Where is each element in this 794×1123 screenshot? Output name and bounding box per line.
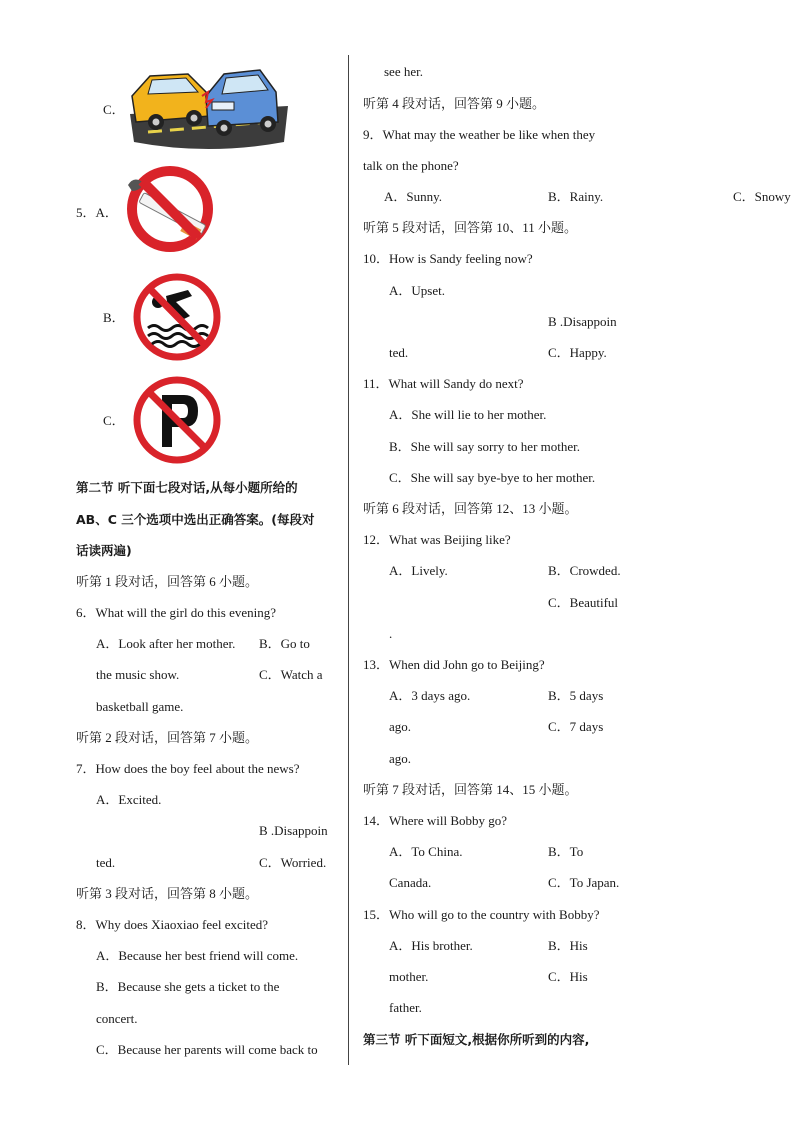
- q11-option-a: A．She will lie to her mother.: [389, 407, 547, 422]
- q8-stem: 8．Why does Xiaoxiao feel excited?: [76, 917, 269, 932]
- dialog7-intro: 听第 7 段对话，回答第 14、15 小题。: [363, 782, 578, 797]
- dialog3-intro: 听第 3 段对话，回答第 8 小题。: [76, 886, 259, 901]
- q8-option-b: B．Because she gets a ticket to the: [96, 979, 280, 994]
- dialog2-intro: 听第 2 段对话，回答第 7 小题。: [76, 730, 259, 745]
- section3-heading: 第三节 听下面短文,根据你所听到的内容,: [363, 1032, 590, 1047]
- q10-stem: 10．How is Sandy feeling now?: [363, 251, 533, 266]
- q13-option-c-cont: ago.: [389, 751, 412, 766]
- q15-stem: 15．Who will go to the country with Bobby?: [363, 907, 600, 922]
- q7-option-a: A．Excited.: [96, 792, 162, 807]
- q15-option-b: B．His: [548, 938, 588, 953]
- q9-stem-cont: talk on the phone?: [363, 158, 459, 173]
- q12-option-b: B．Crowded.: [548, 563, 621, 578]
- q13-option-c: C．7 days: [548, 719, 604, 734]
- q14-option-b-cont: Canada.: [389, 875, 432, 890]
- q7-option-b-cont: ted.: [96, 855, 116, 870]
- q7-stem: 7．How does the boy feel about the news?: [76, 761, 300, 776]
- dialog5-intro: 听第 5 段对话，回答第 10、11 小题。: [363, 220, 578, 235]
- q8-option-c-cont: see her.: [384, 64, 423, 79]
- q15-option-c: C．His: [548, 969, 588, 984]
- q11-stem: 11．What will Sandy do next?: [363, 376, 524, 391]
- dialog1-intro: 听第 1 段对话，回答第 6 小题。: [76, 574, 259, 589]
- q11-option-b: B．She will say sorry to her mother.: [389, 439, 581, 454]
- q6-option-a: A．Look after her mother.: [96, 636, 236, 651]
- q14-option-c: C．To Japan.: [548, 875, 620, 890]
- no-parking-icon: [130, 375, 224, 465]
- q9-stem: 9．What may the weather be like when they: [363, 127, 596, 142]
- q8-option-a: A．Because her best friend will come.: [96, 948, 299, 963]
- q10-option-b-cont: ted.: [389, 345, 409, 360]
- q15-option-c-cont: father.: [389, 1000, 422, 1015]
- q6-option-b: B．Go to: [259, 636, 310, 651]
- q7-option-c: C．Worried.: [259, 855, 327, 870]
- section2-heading-line2: AB、C 三个选项中选出正确答案。(每段对: [76, 512, 315, 527]
- car-crash-icon: [128, 66, 290, 150]
- q14-option-b: B．To: [548, 844, 584, 859]
- q10-option-c: C．Happy.: [548, 345, 607, 360]
- q14-stem: 14．Where will Bobby go?: [363, 813, 508, 828]
- dialog4-intro: 听第 4 段对话，回答第 9 小题。: [363, 96, 546, 111]
- q8-option-c: C．Because her parents will come back to: [96, 1042, 318, 1057]
- q8-option-b-cont: concert.: [96, 1011, 138, 1026]
- q6-option-c: C．Watch a: [259, 667, 323, 682]
- q11-option-c: C．She will say bye-bye to her mother.: [389, 470, 596, 485]
- q13-option-b-cont: ago.: [389, 719, 412, 734]
- q12-stem: 12．What was Beijing like?: [363, 532, 511, 547]
- q6-option-b-cont: the music show.: [96, 667, 180, 682]
- q12-option-c: C．Beautiful: [548, 595, 619, 610]
- q15-option-a: A．His brother.: [389, 938, 473, 953]
- no-swimming-icon: [130, 272, 224, 362]
- q7-option-b: B .Disappoin: [259, 823, 328, 838]
- q13-stem: 13．When did John go to Beijing?: [363, 657, 545, 672]
- q13-option-a: A．3 days ago.: [389, 688, 471, 703]
- q4-option-c-label: C．: [103, 102, 125, 117]
- q5-number-label: 5．A．: [76, 205, 118, 220]
- q6-stem: 6．What will the girl do this evening?: [76, 605, 277, 620]
- q15-option-b-cont: mother.: [389, 969, 429, 984]
- no-smoking-icon: [120, 165, 220, 253]
- q6-option-c-cont: basketball game.: [96, 699, 184, 714]
- q5-option-b-label: B．: [103, 310, 125, 325]
- q10-option-a: A．Upset.: [389, 283, 445, 298]
- column-divider: [348, 55, 349, 1065]
- q12-option-a: A．Lively.: [389, 563, 448, 578]
- section2-heading-line3: 话读两遍): [76, 543, 132, 558]
- q10-option-b: B .Disappoin: [548, 314, 617, 329]
- section2-heading-line1: 第二节 听下面七段对话,从每小题所给的: [76, 480, 298, 495]
- q9-option-b: B．Rainy.: [548, 189, 604, 204]
- q5-option-c-label: C．: [103, 413, 125, 428]
- q14-option-a: A．To China.: [389, 844, 463, 859]
- q12-option-c-dot: .: [389, 626, 393, 641]
- q9-option-a: A．Sunny.: [384, 189, 443, 204]
- q9-option-c: C．Snowy: [733, 189, 791, 204]
- q13-option-b: B．5 days: [548, 688, 604, 703]
- dialog6-intro: 听第 6 段对话，回答第 12、13 小题。: [363, 501, 578, 516]
